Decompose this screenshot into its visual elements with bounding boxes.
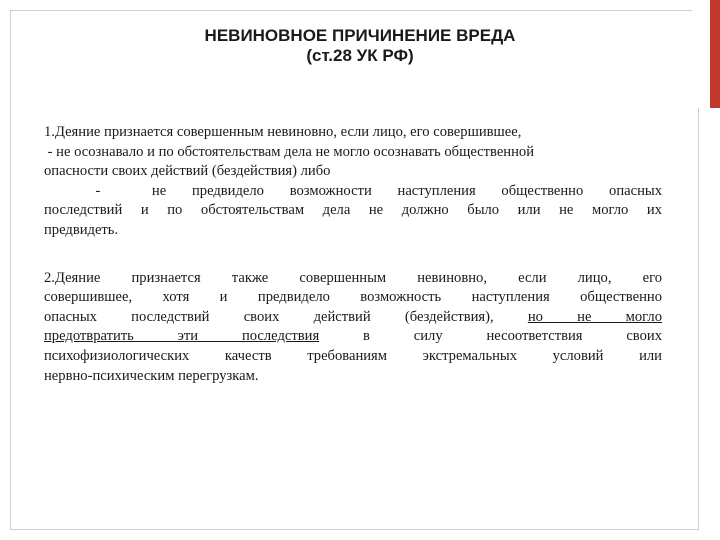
p2-line-5: психофизиологических качеств требованиям экстремальных условий или bbox=[44, 347, 662, 364]
title-line-2: (ст.28 УК РФ) bbox=[306, 46, 414, 65]
p2-line-6: нервно-психическим перегрузкам. bbox=[44, 367, 259, 384]
frame-line-top bbox=[10, 10, 692, 11]
p1-line-6: предвидеть. bbox=[44, 221, 119, 238]
slide-content bbox=[44, 123, 662, 386]
p2-line-3-text: опасных последствий своих действий (бездействия), bbox=[44, 308, 528, 325]
p2-line-3-underlined: но не могло bbox=[527, 308, 662, 325]
accent-bar bbox=[710, 0, 720, 108]
frame-line-bottom bbox=[10, 529, 699, 530]
paragraph-gap bbox=[44, 241, 662, 269]
p2-line-2: совершившее, хотя и предвидело возможность наступления общественно bbox=[44, 289, 662, 306]
title-line-1: НЕВИНОВНОЕ ПРИЧИНЕНИЕ ВРЕДА bbox=[204, 26, 516, 45]
p1-line-4: - не предвидело возможности наступления общественно опасных bbox=[44, 182, 663, 199]
paragraph-1 bbox=[44, 123, 662, 241]
frame-line-left bbox=[10, 10, 11, 530]
frame-line-right bbox=[698, 108, 699, 530]
p2-line-1: 2.Деяние признается также совершенным невиновно, если лицо, его bbox=[44, 269, 662, 286]
slide-title bbox=[60, 26, 660, 66]
p1-line-5: последствий и по обстоятельствам дела не должно было или не могло их bbox=[44, 202, 662, 219]
p2-line-4-underlined: предотвратить эти последствия bbox=[44, 328, 320, 345]
p1-line-3: опасности своих действий (бездействия) либо bbox=[44, 163, 331, 180]
p1-line-2: - не осознавало и по обстоятельствам дела не могло осознавать общественной bbox=[44, 143, 535, 160]
p1-line-1: 1.Деяние признается совершенным невиновно, если лицо, его совершившее, bbox=[44, 124, 522, 140]
p2-line-3 bbox=[44, 308, 662, 328]
paragraph-2 bbox=[44, 269, 662, 387]
p2-line-4 bbox=[44, 327, 662, 347]
p2-line-4-text: в силу несоответствия своих bbox=[319, 328, 663, 345]
